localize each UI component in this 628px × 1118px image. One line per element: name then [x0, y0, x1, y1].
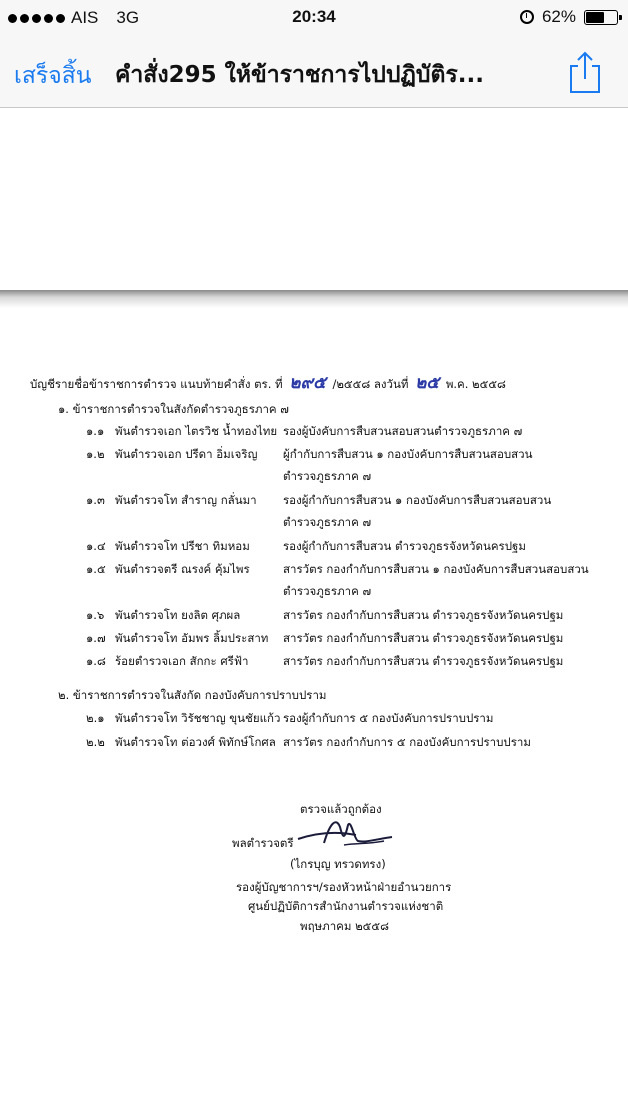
item-number: ๑.๗	[86, 631, 106, 645]
signature-date: พฤษภาคม ๒๕๕๘	[300, 919, 389, 933]
clock: 20:34	[292, 7, 336, 26]
item-number: ๑.๔	[86, 539, 106, 553]
item-number: ๑.๑	[86, 424, 105, 438]
officer-position: สารวัตร กองกำกับการสืบสวน ตำรวจภูธรจังหวัดนครปฐม	[283, 654, 564, 668]
battery-percent: 62%	[541, 7, 576, 26]
document-title: คำสั่ง295 ให้ข้าราชการไปปฏิบัติร...	[115, 62, 484, 88]
battery-icon	[584, 10, 618, 25]
item-number: ๑.๓	[86, 493, 105, 507]
document-page	[0, 308, 628, 1118]
section-title: ๑. ข้าราชการตำรวจในสังกัดตำรวจภูธรภาค ๗	[58, 402, 289, 416]
item-number: ๑.๖	[86, 608, 105, 622]
officer-position: รองผู้บังคับการสืบสวนสอบสวนตำรวจภูธรภาค ๗	[283, 424, 523, 438]
handwritten-signature	[296, 813, 396, 853]
navigation-bar	[0, 36, 628, 108]
heading-prefix: บัญชีรายชื่อข้าราชการตำรวจ แนบท้ายคำสั่ง ตร. ที่	[30, 377, 283, 391]
officer-position: ผู้กำกับการสืบสวน ๑ กองบังคับการสืบสวนสอบสวน	[283, 447, 533, 461]
officer-position: รองผู้กำกับการ ๕ กองบังคับการปราบปราม	[283, 711, 494, 725]
officer-name: พันตำรวจโท วิรัชชาญ ขุนชัยแก้ว	[115, 711, 281, 725]
share-icon[interactable]	[566, 50, 604, 94]
officer-position-cont: ตำรวจภูธรภาค ๗	[283, 515, 372, 529]
item-number: ๒.๑	[86, 711, 105, 725]
officer-name: พันตำรวจโท ปรีชา ทิมหอม	[115, 539, 250, 553]
status-bar	[0, 0, 628, 36]
officer-position: รองผู้กำกับการสืบสวน ๑ กองบังคับการสืบสวนสอบสวน	[283, 493, 552, 507]
officer-position-cont: ตำรวจภูธรภาค ๗	[283, 469, 372, 483]
officer-position: รองผู้กำกับการสืบสวน ตำรวจภูธรจังหวัดนครปฐม	[283, 539, 526, 553]
certification-text: ตรวจแล้วถูกต้อง	[300, 802, 382, 816]
officer-name: ร้อยตำรวจเอก สักกะ ศรีฟ้า	[115, 654, 249, 668]
officer-name: พันตำรวจเอก ปรีดา อิ่มเจริญ	[115, 447, 258, 461]
page-break-shadow	[0, 290, 628, 308]
signer-title-line1: รองผู้บัญชาการฯ/รองหัวหน้าฝ่ายอำนวยการ	[236, 880, 452, 894]
item-number: ๑.๘	[86, 654, 106, 668]
order-day: ๒๕	[415, 373, 440, 393]
item-number: ๒.๒	[86, 735, 105, 749]
officer-position: สารวัตร กองกำกับการสืบสวน ๑ กองบังคับการสืบสวนสอบสวน	[283, 562, 589, 576]
officer-name: พันตำรวจโท ยงลิต ศุภผล	[115, 608, 241, 622]
alarm-icon	[520, 10, 534, 24]
officer-position: สารวัตร กองกำกับการ ๕ กองบังคับการปราบปราม	[283, 735, 531, 749]
done-button[interactable]: เสร็จสิ้น	[14, 63, 92, 89]
officer-position-cont: ตำรวจภูธรภาค ๗	[283, 584, 372, 598]
officer-position: สารวัตร กองกำกับการสืบสวน ตำรวจภูธรจังหวัดนครปฐม	[283, 631, 564, 645]
officer-name: พันตำรวจตรี ณรงค์ คุ้มไพร	[115, 562, 250, 576]
section-title: ๒. ข้าราชการตำรวจในสังกัด กองบังคับการปราบปราม	[58, 688, 327, 702]
signer-title-line2: ศูนย์ปฏิบัติการสำนักงานตำรวจแห่งชาติ	[248, 899, 444, 913]
officer-name: พันตำรวจโท อัมพร ลิ้มประสาท	[115, 631, 269, 645]
order-number: ๒๙๕	[289, 373, 326, 393]
officer-name: พันตำรวจโท สำราญ กลั่นมา	[115, 493, 257, 507]
signer-name: (ไกรบุญ ทรวดทรง)	[290, 857, 386, 871]
signer-rank: พลตำรวจตรี	[232, 836, 294, 850]
heading-date: พ.ค. ๒๕๕๘	[445, 377, 506, 391]
item-number: ๑.๒	[86, 447, 105, 461]
network-type: 3G	[116, 8, 140, 27]
carrier-name: AIS	[71, 8, 99, 27]
document-heading	[30, 369, 506, 396]
heading-mid: /๒๕๕๘ ลงวันที่	[332, 377, 409, 391]
officer-name: พันตำรวจโท ต่อวงศ์ พิทักษ์โกศล	[115, 735, 276, 749]
item-number: ๑.๕	[86, 562, 106, 576]
officer-position: สารวัตร กองกำกับการสืบสวน ตำรวจภูธรจังหวัดนครปฐม	[283, 608, 564, 622]
officer-name: พันตำรวจเอก ไตรวิช น้ำทองไทย	[115, 424, 278, 438]
